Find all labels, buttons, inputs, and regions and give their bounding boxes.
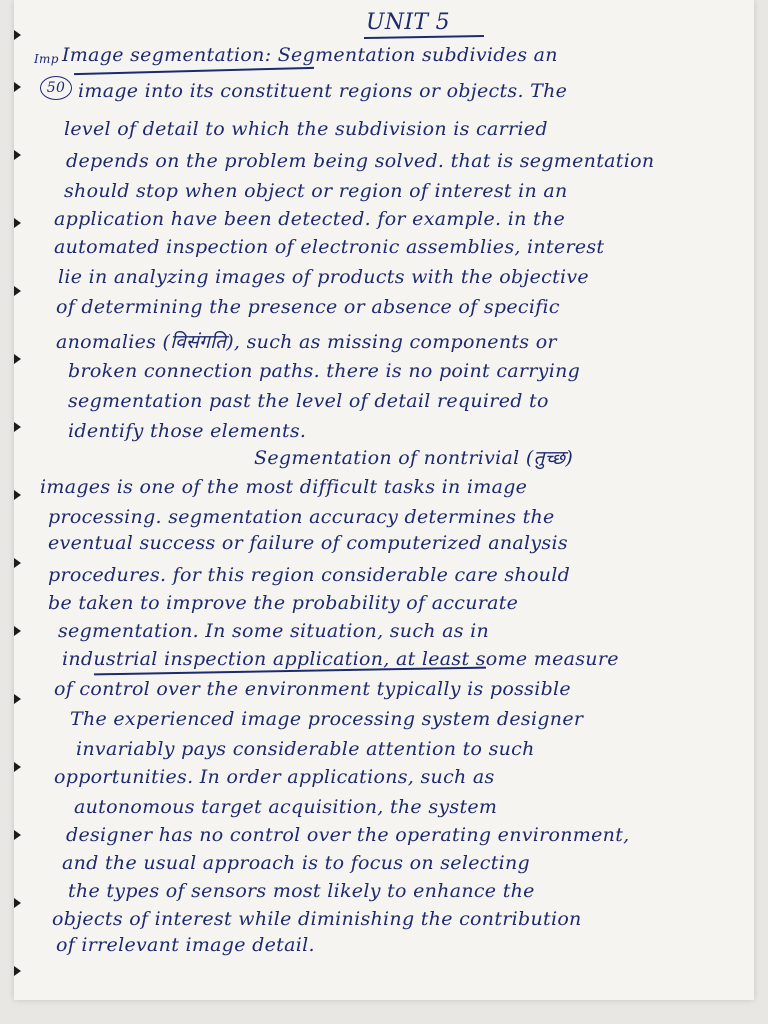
text-line: invariably pays considerable attention to such	[76, 738, 535, 760]
circled-marks: 50	[40, 76, 72, 100]
binding-mark	[14, 286, 21, 296]
text-line: designer has no control over the operating environment,	[66, 824, 630, 846]
text-line: image into its constituent regions or objects. The	[78, 80, 568, 102]
text-line: industrial inspection application, at least some measure	[62, 648, 619, 670]
binding-mark	[14, 694, 21, 704]
binding-mark	[14, 30, 21, 40]
text-line: and the usual approach is to focus on selecting	[62, 852, 531, 874]
text-line: broken connection paths. there is no point carrying	[68, 360, 581, 382]
binding-mark	[14, 762, 21, 772]
text-line: automated inspection of electronic assemblies, interest	[54, 236, 605, 258]
text-line: of control over the environment typically is possible	[54, 678, 571, 700]
binding-mark	[14, 558, 21, 568]
text-line: lie in analyzing images of products with the objective	[58, 266, 589, 288]
text-line: anomalies (विसंगति), such as missing components or	[56, 331, 557, 353]
text-line: should stop when object or region of interest in an	[64, 180, 568, 202]
text-line: segmentation. In some situation, such as in	[58, 620, 490, 642]
binding-mark	[14, 218, 21, 228]
text-line: of irrelevant image detail.	[56, 934, 315, 956]
binding-mark	[14, 830, 21, 840]
binding-mark	[14, 150, 21, 160]
text-line: of determining the presence or absence of specific	[56, 296, 560, 318]
text-line: segmentation past the level of detail required to	[68, 390, 549, 412]
binding-mark	[14, 966, 21, 976]
binding-mark	[14, 82, 21, 92]
margin-note: Imp	[34, 52, 59, 66]
text-line: level of detail to which the subdivision is carried	[64, 118, 548, 140]
text-line: objects of interest while diminishing the contribution	[52, 908, 582, 930]
title-underline	[364, 35, 484, 39]
text-line: depends on the problem being solved. that is segmentation	[66, 150, 655, 172]
text-line: identify those elements.	[68, 420, 307, 442]
text-line: Segmentation of nontrivial (तुच्छ)	[254, 447, 574, 469]
text-line: procedures. for this region considerable care should	[48, 564, 571, 586]
text-line: processing. segmentation accuracy determines the	[48, 506, 555, 528]
text-line: be taken to improve the probability of accurate	[48, 592, 519, 614]
binding-mark	[14, 626, 21, 636]
text-line: eventual success or failure of computerized analysis	[48, 532, 568, 554]
heading-underline	[74, 67, 314, 75]
unit-title: UNIT 5	[366, 10, 450, 35]
text-line: application have been detected. for example. in the	[54, 208, 565, 230]
text-line: autonomous target acquisition, the system	[74, 796, 498, 818]
notebook-page	[14, 0, 754, 1000]
text-line: images is one of the most difficult tasks in image	[40, 476, 528, 498]
text-line: opportunities. In order applications, such as	[54, 766, 495, 788]
text-line: Image segmentation: Segmentation subdivides an	[62, 44, 558, 66]
binding-mark	[14, 898, 21, 908]
text-line: The experienced image processing system designer	[70, 708, 584, 730]
binding-mark	[14, 354, 21, 364]
binding-mark	[14, 422, 21, 432]
text-line: the types of sensors most likely to enhance the	[68, 880, 535, 902]
binding-mark	[14, 490, 21, 500]
